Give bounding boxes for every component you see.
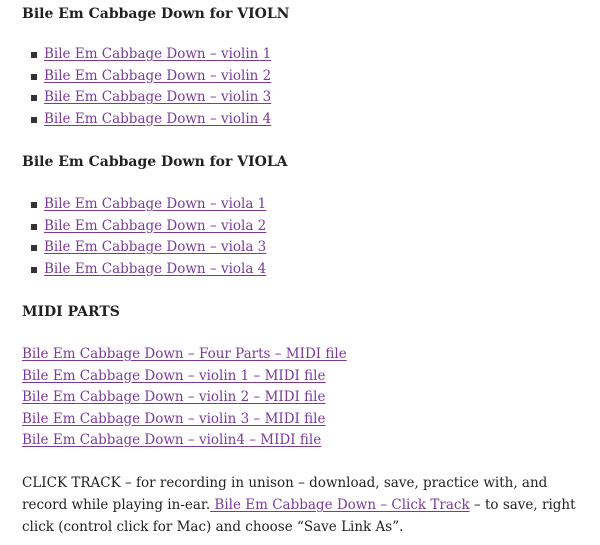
square-bullet-icon (31, 202, 37, 208)
violin-2-link[interactable]: Bile Em Cabbage Down – violin 2 (44, 67, 272, 84)
violin-links-list (31, 44, 271, 130)
violin-1-link[interactable]: Bile Em Cabbage Down – violin 1 (44, 46, 272, 62)
list-item (31, 259, 266, 281)
square-bullet-icon (31, 224, 37, 230)
midi-violin-4-link[interactable]: Bile Em Cabbage Down – violin4 – MIDI file (22, 432, 322, 448)
square-bullet-icon (31, 117, 37, 123)
list-item (22, 344, 347, 366)
list-item (22, 430, 347, 452)
violin-3-link[interactable]: Bile Em Cabbage Down – violin 3 (44, 89, 272, 105)
click-track-link[interactable]: Bile Em Cabbage Down – Click Track (210, 497, 470, 513)
square-bullet-icon (31, 95, 37, 101)
viola-3-link[interactable]: Bile Em Cabbage Down – viola 3 (44, 239, 267, 255)
click-track-paragraph (22, 472, 594, 538)
list-item (31, 87, 271, 109)
list-item (22, 387, 347, 409)
list-item (31, 237, 266, 259)
list-item (31, 44, 271, 66)
viola-2-link[interactable]: Bile Em Cabbage Down – viola 2 (44, 217, 267, 234)
violin-4-link[interactable]: Bile Em Cabbage Down – violin 4 (44, 110, 272, 127)
viola-links-list (31, 194, 266, 280)
square-bullet-icon (31, 52, 37, 58)
click-track-text-after: – to save, right click (control click for Mac) and choose “Save Link As”. (22, 497, 576, 535)
click-track-text-before: CLICK TRACK – for recording in unison – download, save, practice with, and record while playing in-ear. (22, 475, 548, 513)
midi-links-list (22, 344, 347, 452)
midi-violin-1-link[interactable]: Bile Em Cabbage Down – violin 1 – MIDI file (22, 367, 326, 384)
viola-1-link[interactable]: Bile Em Cabbage Down – viola 1 (44, 196, 267, 212)
viola-section-heading: Bile Em Cabbage Down for VIOLA (22, 154, 288, 170)
list-item (22, 366, 347, 388)
violin-section-heading: Bile Em Cabbage Down for VIOLN (22, 6, 290, 22)
list-item (31, 194, 266, 216)
midi-four-parts-link[interactable]: Bile Em Cabbage Down – Four Parts – MIDI file (22, 346, 347, 362)
list-item (31, 216, 266, 238)
midi-section-heading: MIDI PARTS (22, 304, 120, 320)
midi-violin-3-link[interactable]: Bile Em Cabbage Down – violin 3 – MIDI file (22, 410, 326, 427)
midi-violin-2-link[interactable]: Bile Em Cabbage Down – violin 2 – MIDI file (22, 389, 326, 405)
list-item (22, 409, 347, 431)
list-item (31, 109, 271, 131)
square-bullet-icon (31, 74, 37, 80)
viola-4-link[interactable]: Bile Em Cabbage Down – viola 4 (44, 260, 267, 277)
list-item (31, 66, 271, 88)
square-bullet-icon (31, 245, 37, 251)
square-bullet-icon (31, 267, 37, 273)
